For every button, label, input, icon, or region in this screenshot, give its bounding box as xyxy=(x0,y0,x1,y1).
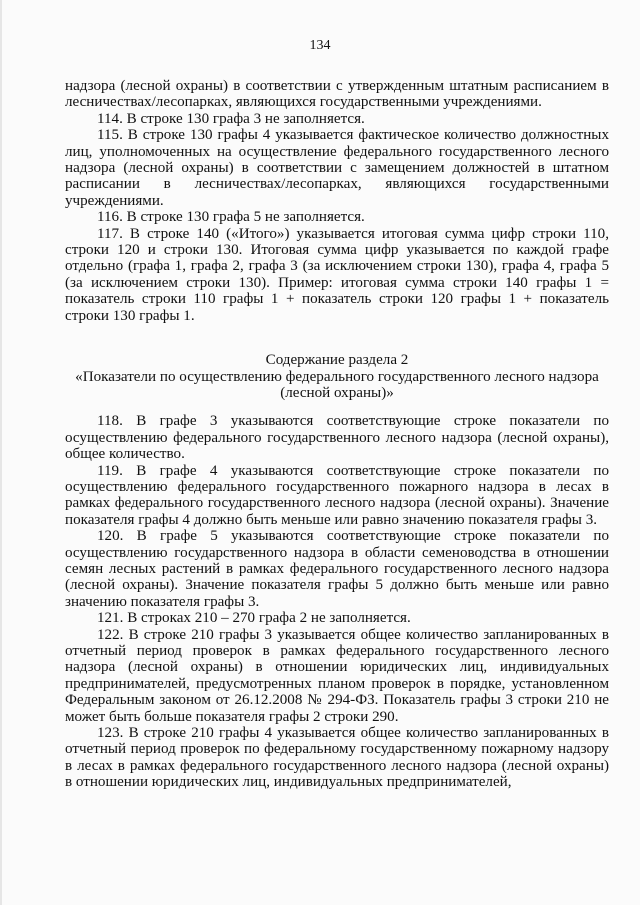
paragraph-115: 115. В строке 130 графы 4 указывается фактическое количество должностных лиц, уполномоченных на осуществление федерального государственного лесного надзора (лесной охраны) в соответствии с замещением должностей в штатном расписании в лесничествах/лесопарках, являющихся государственными учреждениями. xyxy=(65,127,609,209)
paragraph-118: 118. В графе 3 указываются соответствующие строке показатели по осуществлению федерального государственного лесного надзора (лесной охраны), общее количество. xyxy=(65,413,609,463)
paragraph-122: 122. В строке 210 графы 3 указывается общее количество запланированных в отчетный период проверок в рамках федерального государственного лесного надзора (лесной охраны) в отношении юридических лиц, индивидуальных предпринимателей, предусмотренных планом проверок в порядке, установленном Федеральным законом от 26.12.2008 № 294-ФЗ. Показатель графы 3 строки 210 не может быть больше показателя графы 2 строки 290. xyxy=(65,626,609,725)
paragraph-121: 121. В строках 210 – 270 графа 2 не заполняется. xyxy=(97,610,411,627)
paragraph-116: 116. В строке 130 графа 5 не заполняется. xyxy=(97,209,365,226)
page-number: 134 xyxy=(309,38,331,53)
paragraph-114: 114. В строке 130 графа 3 не заполняется. xyxy=(97,110,365,127)
section-heading: Содержание раздела 2 xyxy=(265,352,409,369)
section-subheading: «Показатели по осуществлению федерального государственного лесного надзора (лесной охраны)» xyxy=(75,368,599,401)
paragraph-120: 120. В графе 5 указываются соответствующие строке показатели по осуществлению государственного надзора в области семеноводства в отношении семян лесных растений в рамках федерального государственного лесного надзора (лесной охраны). Значение показателя графы 5 должно быть меньше или равно значению показателя графы 3. xyxy=(65,528,609,610)
document-body xyxy=(65,78,609,791)
scan-edge xyxy=(0,0,2,905)
paragraph-123: 123. В строке 210 графы 4 указывается общее количество запланированных в отчетный период проверок по федеральному государственному пожарному надзору в лесах в рамках федерального государственного лесного надзора (лесной охраны) в отношении юридических лиц, индивидуальных предпринимателей, xyxy=(65,725,609,791)
paragraph-continuation: надзора (лесной охраны) в соответствии с утвержденным штатным расписанием в лесничествах/лесопарках, являющихся государственными учреждениями. xyxy=(65,78,609,111)
paragraph-117: 117. В строке 140 («Итого») указывается итоговая сумма цифр строки 110, строки 120 и строки 130. Итоговая сумма цифр указывается по каждой графе отдельно (графа 1, графа 2, графа 3 (за исключением строки 130), графа 4, графа 5 (за исключением строки 130). Пример: итоговая сумма строки 140 графы 1 = показатель строки 110 графы 1 + показатель строки 120 графы 1 + показатель строки 130 графы 1. xyxy=(65,225,609,324)
paragraph-119: 119. В графе 4 указываются соответствующие строке показатели по осуществлению федерального государственного пожарного надзора в лесах в рамках федерального государственного лесного надзора (лесной охраны). Значение показателя графы 4 должно быть меньше или равно значению показателя графы 3. xyxy=(65,462,609,528)
